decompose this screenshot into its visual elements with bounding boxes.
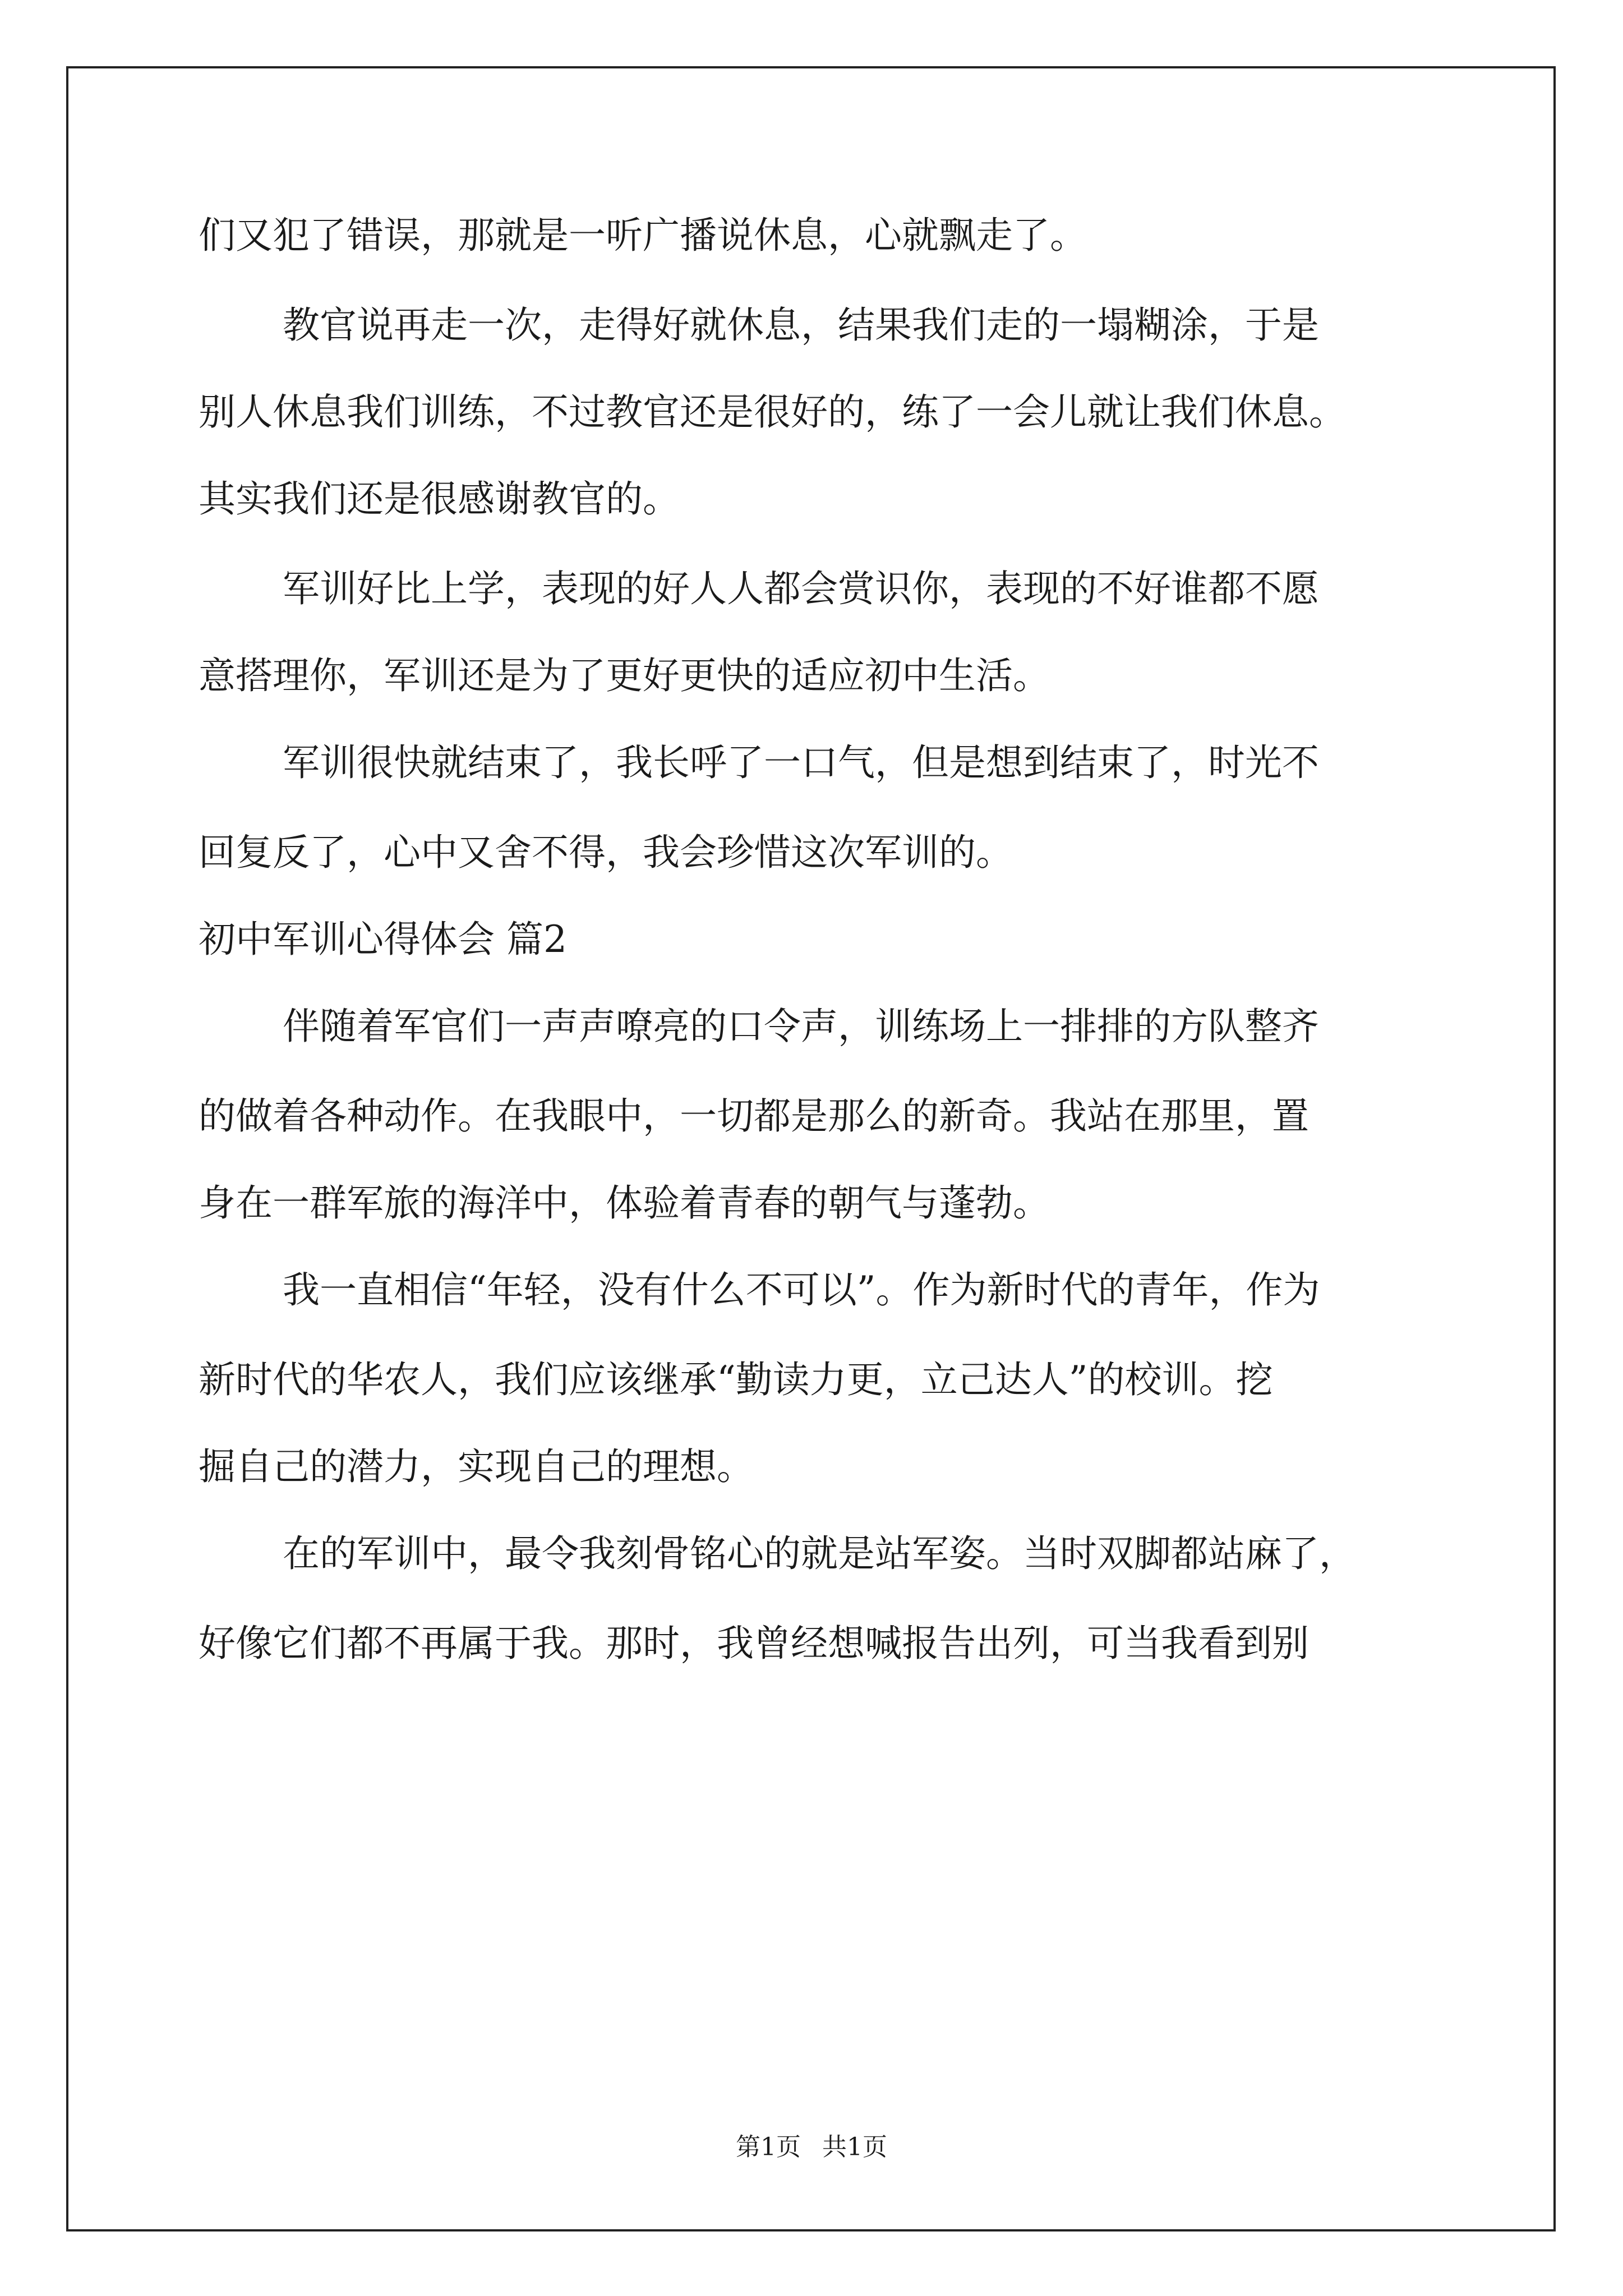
text-line: 新时代的华农人，我们应该继承“勤读力更，立己达人”的校训。挖 <box>199 1358 1273 1401</box>
paragraph-start: 军训好比上学，表现的好人人都会赏识你，表现的不好谁都不愿 <box>283 567 1319 610</box>
text-line: 回复反了，心中又舍不得，我会珍惜这次军训的。 <box>199 831 1013 874</box>
paragraph-start: 教官说再走一次，走得好就休息，结果我们走的一塌糊涂，于是 <box>283 303 1319 347</box>
page-number: 第1页 <box>736 2133 801 2161</box>
paragraph-start: 伴随着军官们一声声嘹亮的口令声，训练场上一排排的方队整齐 <box>283 1005 1319 1048</box>
text-line: 别人休息我们训练，不过教官还是很好的，练了一会儿就让我们休息。 <box>199 390 1346 434</box>
paragraph-start: 我一直相信“年轻，没有什么不可以”。作为新时代的青年，作为 <box>283 1268 1320 1312</box>
page-total: 共1页 <box>822 2133 887 2161</box>
text-line: 们又犯了错误，那就是一听广播说休息，心就飘走了。 <box>199 214 1087 257</box>
text-line: 其实我们还是很感谢教官的。 <box>199 477 680 521</box>
paragraph-start: 在的军训中，最令我刻骨铭心的就是站军姿。当时双脚都站麻了， <box>283 1532 1356 1575</box>
text-line: 的做着各种动作。在我眼中，一切都是那么的新奇。我站在那里，置 <box>199 1094 1309 1138</box>
text-line: 意搭理你，军训还是为了更好更快的适应初中生活。 <box>199 654 1050 697</box>
text-line: 身在一群军旅的海洋中，体验着青春的朝气与蓬勃。 <box>199 1181 1050 1225</box>
page-footer <box>0 2132 1623 2163</box>
text-line: 好像它们都不再属于我。那时，我曾经想喊报告出列，可当我看到别 <box>199 1622 1309 1665</box>
paragraph-start: 军训很快就结束了，我长呼了一口气，但是想到结束了，时光不 <box>283 741 1319 784</box>
text-line: 掘自己的潜力，实现自己的理想。 <box>199 1445 754 1488</box>
section-heading: 初中军训心得体会 篇2 <box>199 918 567 961</box>
